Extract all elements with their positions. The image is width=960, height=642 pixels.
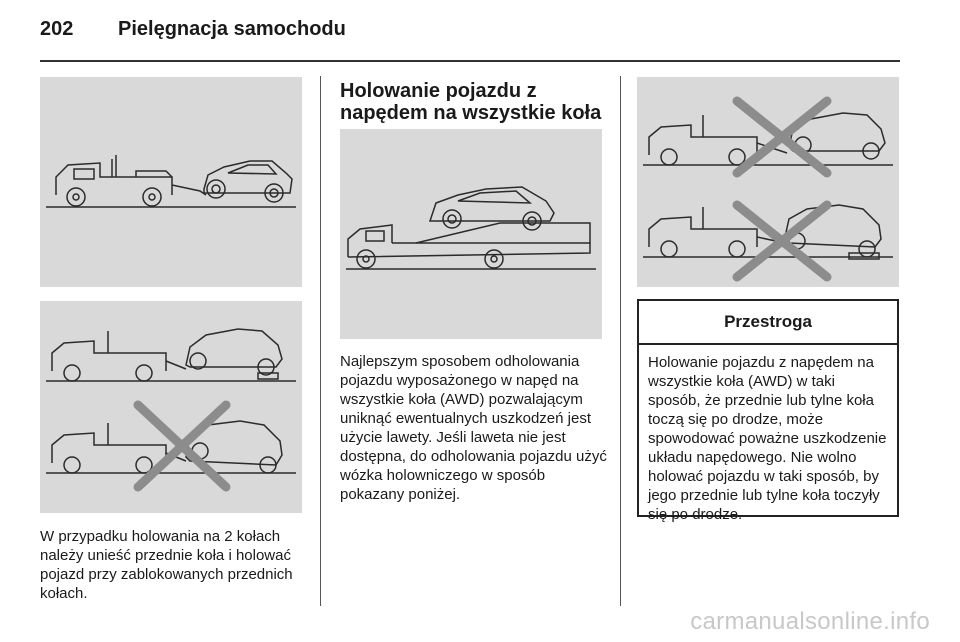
section-heading: Holowanie pojazdu z napędem na wszystkie koła [340,80,602,124]
warning-title: Przestroga [639,301,897,345]
warning-text: Holowanie pojazdu z napędem na wszystkie koła (AWD) w taki sposób, że przednie lub tylne koła toczą się po drodze, może spowodować poważne uszkodzenie układu napędowego. Nie wolno holować pojazdu w taki sposób, by jego przednie lub tylne koła toczyły się po drodze. [648,354,887,523]
cross-icon [737,101,827,277]
page-number: 202 [40,18,74,40]
watermark: carmanualsonline.info [690,608,930,635]
column-divider-left [320,76,321,606]
warning-box [637,299,899,523]
header-rule [40,60,900,62]
illustration-incorrect-towing [637,77,899,287]
illustration-dolly-options [40,301,302,513]
page-title: Pielęgnacja samochodu [118,18,346,40]
cross-icon [138,405,226,487]
illustration-wheel-lift-tow [40,77,302,287]
illustration-flatbed-tow [340,129,602,339]
left-body-text: W przypadku holowania na 2 kołach należy unieść przednie koła i holować pojazd przy zablokowanych przednich kołach. [40,528,293,602]
column-divider-right [620,76,621,606]
middle-body-text: Najlepszym sposobem odholowania pojazdu wyposażonego w napęd na wszystkie koła (AWD) pozwalającym uniknąć ewentualnych uszkodzeń jest użycie lawety. Jeśli laweta nie jest dostępna, do odholowania pojazdu użyć wózka holowniczego w sposób pokazany poniżej. [340,353,607,503]
